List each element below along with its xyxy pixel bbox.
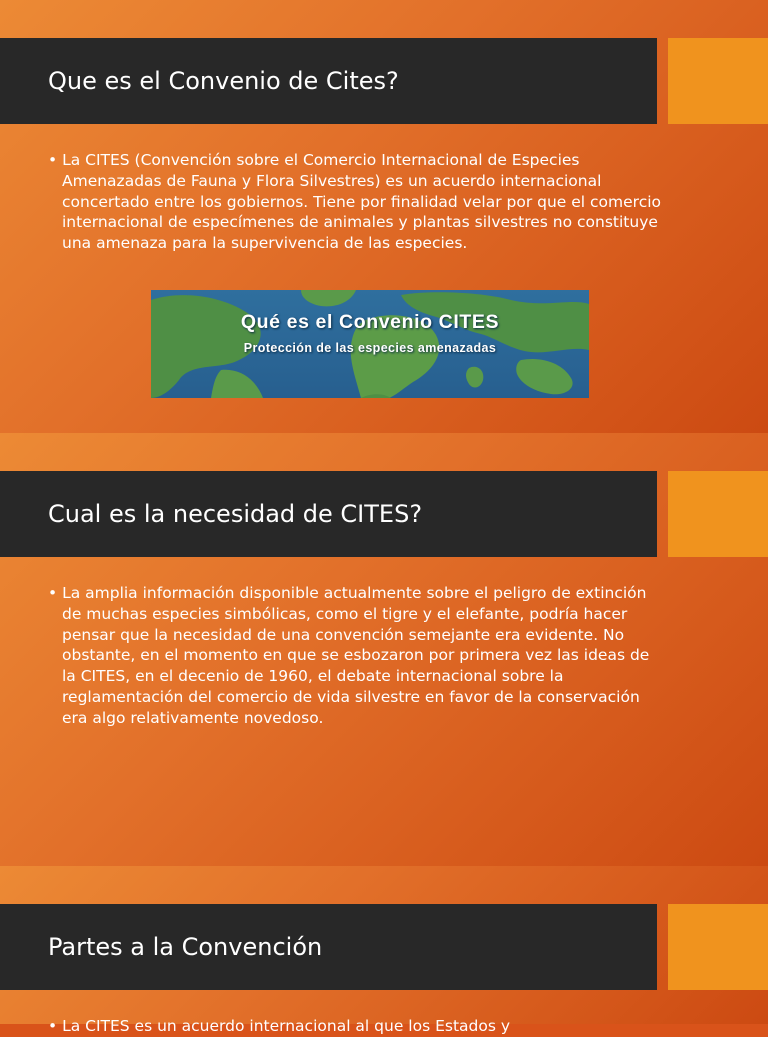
slide-1 <box>0 0 768 433</box>
bullet-text: • La CITES (Convención sobre el Comercio Internacional de Especies Amenazadas de Fauna y Flora Silvestres) es un acuerdo internacional concertado entre los gobiernos. Tiene por finalidad velar por que el comercio internacional de especímenes de animales y plantas silvestres no constituye una amenaza para la supervivencia de las especies. <box>48 151 662 253</box>
bullet-text: • La CITES es un acuerdo internacional al que los Estados y <box>48 1017 511 1035</box>
slide-2 <box>0 433 768 866</box>
banner-title: Qué es el Convenio CITES <box>240 311 500 333</box>
slide-title: Cual es la necesidad de CITES? <box>48 500 423 528</box>
slide-title-bar <box>0 471 657 557</box>
cites-banner-image <box>151 290 589 398</box>
slide-3 <box>0 866 768 1035</box>
slide-title: Partes a la Convención <box>48 933 323 961</box>
bullet-text: • La amplia información disponible actualmente sobre el peligro de extinción de muchas especies simbólicas, como el tigre y el elefante, podría hacer pensar que la necesidad de una convención semejante era evidente. No obstante, en el momento en que se esbozaron por primera vez las ideas de la CITES, en el decenio de 1960, el debate internacional sobre la reglamentación del comercio de vida silvestre en favor de la conservación era algo relativamente novedoso. <box>48 584 650 727</box>
accent-block <box>668 471 768 557</box>
slide-title-bar <box>0 38 657 124</box>
accent-block <box>668 38 768 124</box>
slide-title: Que es el Convenio de Cites? <box>48 67 399 95</box>
accent-block <box>668 904 768 990</box>
banner-subtitle: Protección de las especies amenazadas <box>243 341 497 355</box>
slide-title-bar <box>0 904 657 990</box>
